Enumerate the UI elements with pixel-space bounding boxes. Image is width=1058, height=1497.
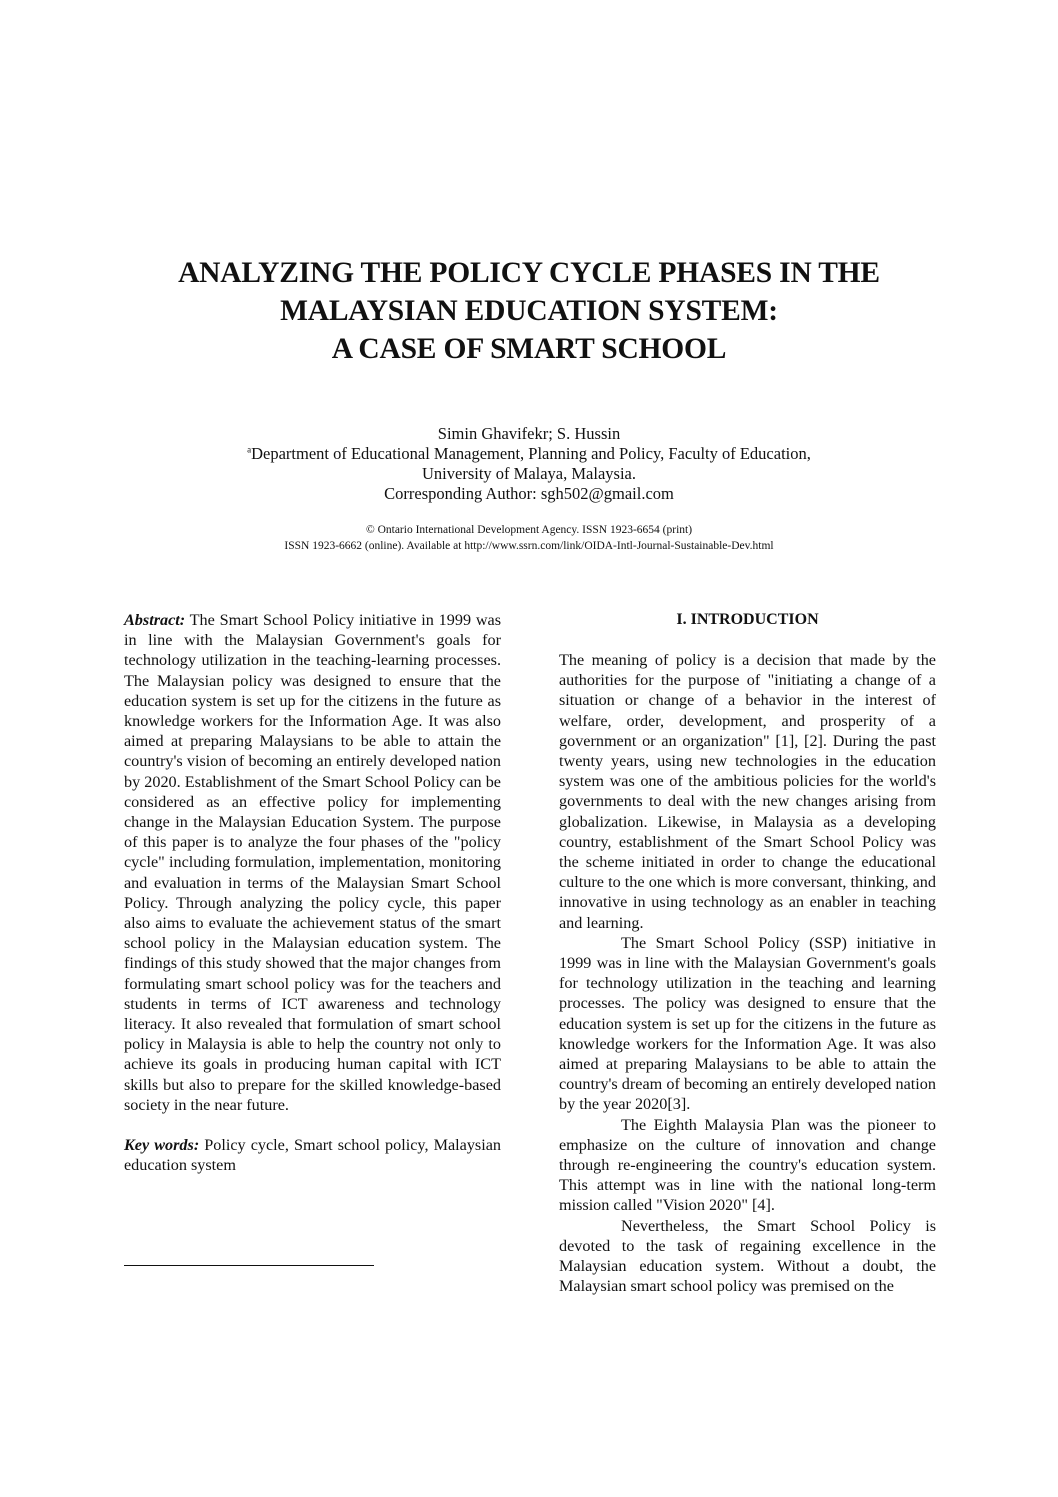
title-line-1: ANALYZING THE POLICY CYCLE PHASES IN THE [178, 257, 880, 289]
section-heading-introduction: I. INTRODUCTION [676, 611, 819, 628]
copyright-notice [150, 522, 908, 554]
copyright-line-2: ISSN 1923-6662 (online). Available at http://www.ssrn.com/link/OIDA-Intl-Journal-Sustainable-Dev.html [284, 540, 774, 552]
corresponding-author: Corresponding Author: sgh502@gmail.com [384, 484, 674, 503]
author-block [150, 424, 908, 504]
paper-title [100, 254, 958, 368]
left-column [124, 610, 501, 1175]
intro-paragraph-4: Nevertheless, the Smart School Policy is devoted to the task of regaining excellence in the Malaysian education system. Without a doubt, the Malaysian smart school policy was premised on the [559, 1216, 936, 1296]
affiliation-mark: a [247, 444, 252, 455]
keywords [124, 1135, 501, 1175]
affiliation-line-1 [150, 444, 908, 464]
intro-paragraph-1: The meaning of policy is a decision that made by the authorities for the purpose of "initiating a change of a situation or change of a behavior in the interest of welfare, order, development, and prosperity of a government or an organization" [1], [2]. During the past twenty years, using new technologies in the education system was one of the ambitious policies for the world's governments to deal with the new changes arising from globalization. Likewise, in Malaysia as a developing country, establishment of the Smart School Policy was the scheme initiated in order to change the educational culture to the one which is more conversant, thinking, and innovative in using technology as an enabler in teaching and learning. [559, 651, 936, 932]
intro-paragraph-3: The Eighth Malaysia Plan was the pioneer to emphasize on the culture of innovation and change through re-engineering the country's education system. This attempt was in line with the national long-term mission called "Vision 2020" [4]. [559, 1115, 936, 1215]
author-names: Simin Ghavifekr; S. Hussin [437, 424, 621, 443]
abstract [124, 610, 501, 1115]
abstract-label: Abstract: [124, 611, 186, 629]
footnote-divider [124, 1265, 374, 1266]
intro-paragraph-2: The Smart School Policy (SSP) initiative in 1999 was in line with the Malaysian Government's goals for technology utilization in the teaching and learning processes. The policy was designed to ensure that the education system is set up for the citizens in the future as knowledge workers for the Information Age. It was also aimed at preparing Malaysians to be able to attain the country's dream of becoming an entirely developed nation by the year 2020[3]. [559, 933, 936, 1114]
abstract-text: The Smart School Policy initiative in 1999 was in line with the Malaysian Government's goals for technology utilization in the teaching-learning processes. The Malaysian policy was designed to ensure that the education system is set up for the citizens in the future as knowledge workers for the Information Age. It was also aimed at preparing Malaysians to be able to attain the country's vision of becoming an entirely developed nation by 2020. Establishment of the Smart School Policy can be considered as an effective policy for implementing change in the Malaysian Education System. The purpose of this paper is to analyze the four phases of the "policy cycle" including formulation, implementation, monitoring and evaluation in terms of the Malaysian Smart School Policy. Through analyzing the policy cycle, this paper also aims to evaluate the achievement status of the smart school policy in the Malaysian education system. The findings of this study showed that the major changes from formulating smart school policy was for the teachers and students in terms of ICT awareness and technology literacy. It also revealed that formulation of smart school policy in Malaysia is able to help the country not only to achieve its goals in producing human capital with ICT skills but also to prepare for the skilled knowledge-based society in the near future. [124, 611, 501, 1114]
title-line-2: MALAYSIAN EDUCATION SYSTEM: [280, 295, 778, 327]
affiliation-line-2: University of Malaya, Malaysia. [422, 464, 636, 483]
copyright-line-1: © Ontario International Development Agency. ISSN 1923-6654 (print) [365, 524, 693, 536]
title-line-3: A CASE OF SMART SCHOOL [331, 333, 727, 365]
affiliation-text: Department of Educational Management, Planning and Policy, Faculty of Education, [251, 444, 811, 463]
right-column [559, 610, 936, 1297]
keywords-label: Key words: [124, 1136, 200, 1155]
keywords-text: Policy cycle, Smart school policy, Malaysian education system [124, 1136, 501, 1175]
